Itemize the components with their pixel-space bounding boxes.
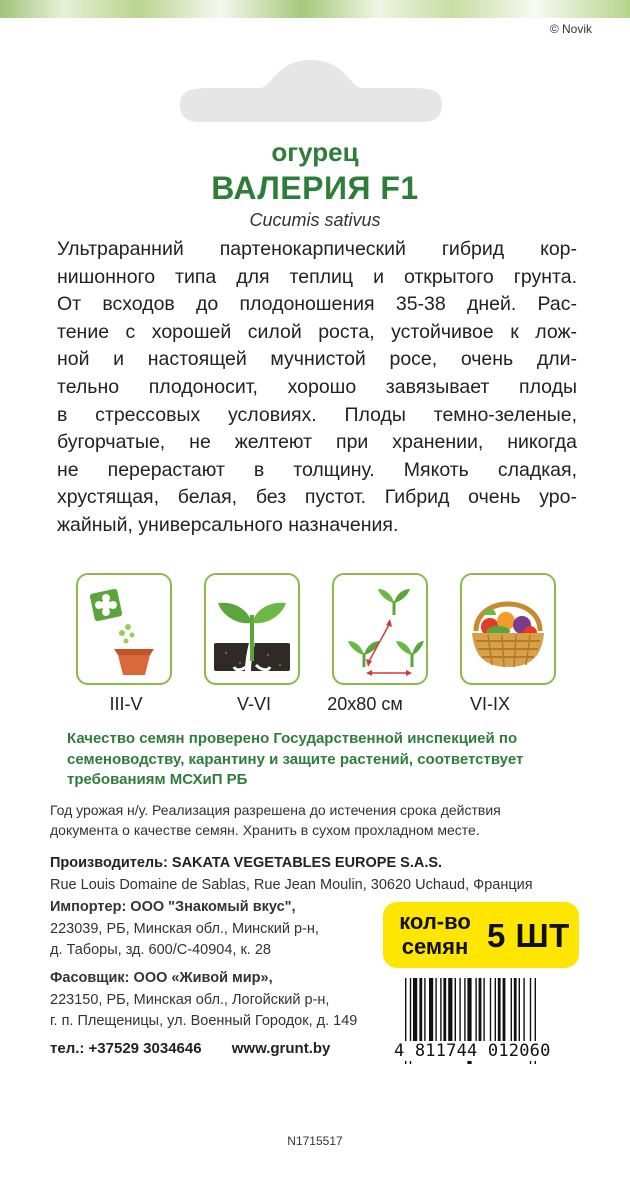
sowing-pot-icon xyxy=(76,573,172,685)
barcode-digits: 4 811744 012060 xyxy=(394,1041,584,1061)
icon-label-seedling: V-VI xyxy=(236,694,271,714)
description-line: тение с хорошей силой роста, устойчивое к лож- xyxy=(57,320,577,343)
description-line: хрустящая, белая, без пустот. Гибрид очень уро- xyxy=(57,486,577,509)
importer-info xyxy=(50,897,380,962)
description-line: Ультраранний партенокарпический гибрид кор- xyxy=(57,238,577,260)
description-line: От всходов до плодоношения 35-38 дней. Рас- xyxy=(57,293,577,316)
latin-name: Cucumis sativus xyxy=(249,210,381,230)
harvest-basket-icon xyxy=(460,573,556,685)
barcode-bar xyxy=(514,978,517,1050)
barcode-bar xyxy=(443,978,446,1050)
harvest-line: документа о качестве семян. Хранить в сухом прохладном месте. xyxy=(50,822,480,838)
producer-address: Rue Louis Domaine de Sablas, Rue Jean Moulin, 30620 Uchaud, Франция xyxy=(50,876,533,893)
icon-label-sowing: III-V xyxy=(109,694,143,714)
article-number: N1715517 xyxy=(287,1134,343,1148)
importer-address-line: д. Таборы, зд. 600/С-40904, к. 28 xyxy=(50,942,271,958)
contacts xyxy=(50,1040,356,1057)
packer-address-line: г. п. Плещеницы, ул. Военный Городок, д. 149 xyxy=(50,1013,358,1029)
planting-scheme-icon xyxy=(332,573,428,685)
barcode-bar xyxy=(455,978,456,1050)
seed-count-label xyxy=(393,909,477,959)
barcode-bar xyxy=(435,978,436,1050)
phone-number: тел.: +37529 3034646 xyxy=(50,1040,202,1057)
barcode-bar xyxy=(459,978,460,1050)
seed-count-label-line: семян xyxy=(401,934,469,959)
barcode-bar xyxy=(475,978,476,1050)
description-line: бугорчатые, не желтеют при хранении, никогда xyxy=(57,431,577,454)
barcode-bar xyxy=(479,978,482,1050)
barcode-bar xyxy=(429,978,433,1050)
barcode-bar xyxy=(495,978,496,1050)
cultivation-icons xyxy=(76,573,556,683)
description-line: в стрессовых условиях. Плоды темно-зеленые, xyxy=(57,403,577,426)
seedling-in-soil-icon xyxy=(204,573,300,685)
harvest-line: Год урожая н/у. Реализация разрешена до истечения срока действия xyxy=(50,802,501,818)
barcode-bar xyxy=(511,978,512,1050)
variety-name: ВАЛЕРИЯ F1 xyxy=(211,170,419,206)
quality-line: семеноводству, карантину и защите растений, соответствует xyxy=(67,750,524,768)
quality-line: требованиям МСХиП РБ xyxy=(67,771,248,788)
barcode-bar xyxy=(519,978,520,1050)
crop-kind: огурец xyxy=(271,137,359,167)
barcode-bar xyxy=(490,978,491,1050)
barcode-bar xyxy=(419,978,422,1050)
barcode-bar xyxy=(464,978,465,1050)
packer-title: Фасовщик: ООО «Живой мир», xyxy=(50,970,273,986)
barcode-bar xyxy=(413,978,417,1050)
copyright: © Novik xyxy=(549,22,592,36)
quality-line: Качество семян проверено Государственной инспекцией по xyxy=(67,730,518,747)
barcode-bar xyxy=(424,978,425,1050)
harvest-notice xyxy=(50,800,580,840)
importer-address-line: 223039, РБ, Минская обл., Минский р-н, xyxy=(50,920,319,937)
barcode-bar xyxy=(483,978,484,1050)
description-line: жайный, универсального назначения. xyxy=(57,513,399,536)
description-line: не перерастают в толщину. Мякоть сладкая, xyxy=(57,458,577,481)
quality-notice xyxy=(67,729,567,791)
barcode-bar xyxy=(498,978,501,1050)
importer-title: Импортер: ООО "Знакомый вкус", xyxy=(50,899,296,915)
website-link[interactable]: www.grunt.by xyxy=(231,1040,331,1057)
packer-address-line: 223150, РБ, Минская обл., Логойский р-н, xyxy=(50,991,330,1008)
icon-label-harvest: VI-IX xyxy=(469,694,510,714)
seed-count-label-line: кол-во xyxy=(399,909,471,934)
top-foliage-strip xyxy=(0,0,630,18)
barcode-bar xyxy=(523,978,524,1050)
seed-count-value: 5 ШТ xyxy=(487,917,570,954)
producer-info xyxy=(50,853,590,896)
packer-info xyxy=(50,968,390,1033)
description xyxy=(57,236,577,540)
producer-title: Производитель: SAKATA VEGETABLES EUROPE S.A.S. xyxy=(50,855,443,871)
description-line: ной и настоящей мучнистой росе, очень дли- xyxy=(57,348,577,371)
description-line: нишонного типа для теплиц и открытого грунта. xyxy=(57,265,577,288)
barcode-bar xyxy=(503,978,506,1050)
icon-label-scheme: 20x80 см xyxy=(327,694,403,714)
barcode-bar xyxy=(448,978,452,1050)
barcode-bar xyxy=(440,978,441,1050)
description-line: тельно плодоносит, хорошо завязывает плоды xyxy=(57,375,577,398)
hang-hole-tab xyxy=(180,58,442,122)
seed-count-badge xyxy=(383,902,579,968)
